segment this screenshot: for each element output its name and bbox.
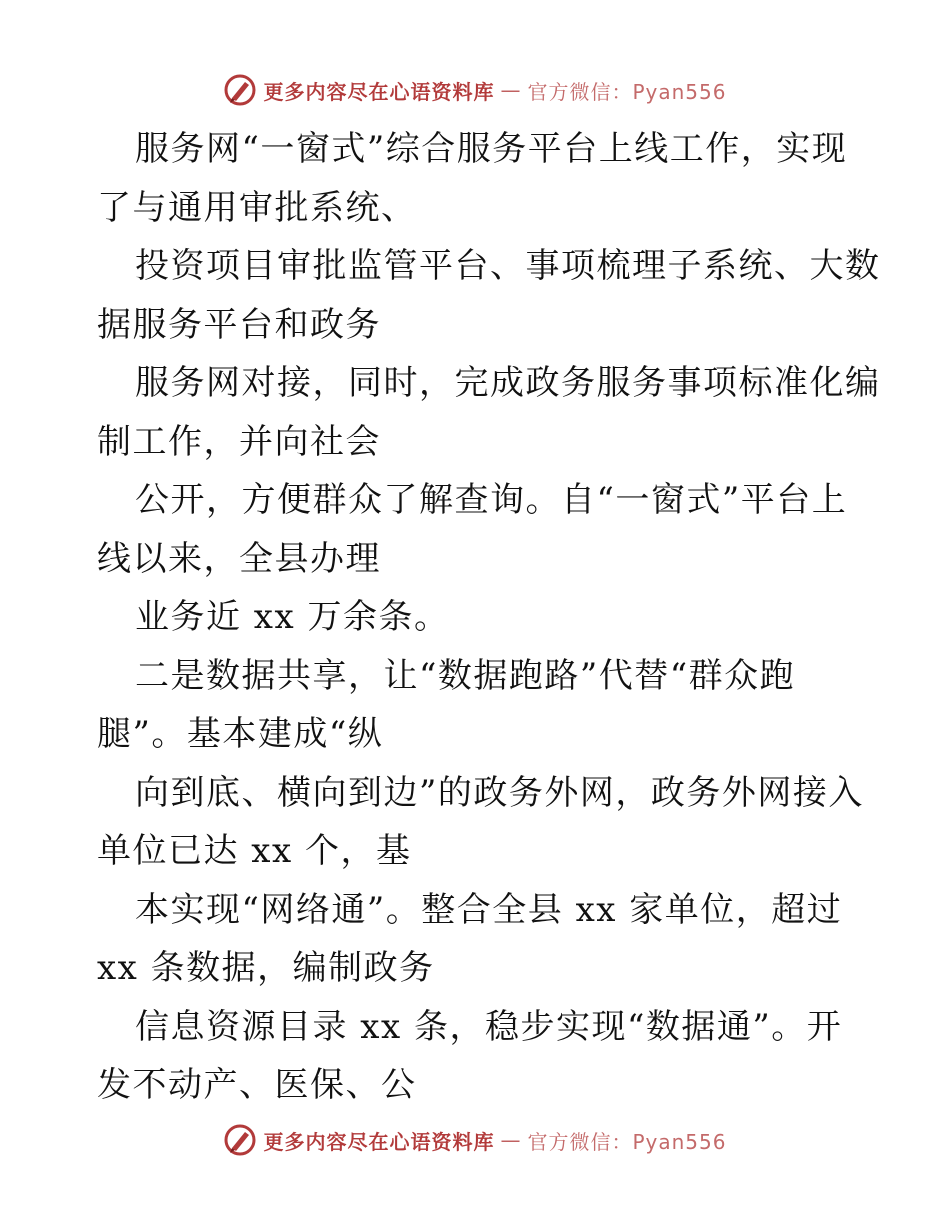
- pen-logo-icon: [223, 73, 257, 107]
- watermark-separator: —: [500, 78, 522, 102]
- body-line: 业务近 xx 万余条。: [135, 597, 450, 637]
- body-line: 二是数据共享，让“数据跑路”代替“群众跑: [135, 655, 796, 696]
- footer-watermark: [0, 1120, 950, 1160]
- body-line: 投资项目审批监管平台、事项梳理子系统、大数: [135, 246, 881, 286]
- body-line: 了与通用审批系统、: [97, 187, 417, 228]
- watermark-brand: 更多内容尽在心语资料库: [263, 79, 495, 104]
- body-line: xx 条数据，编制政务: [97, 948, 435, 988]
- body-line: 线以来，全县办理: [97, 538, 381, 579]
- watermark-contact: 官方微信：Pyan556: [527, 79, 727, 104]
- body-line: 单位已达 xx 个，基: [97, 831, 412, 871]
- body-line: 公开，方便群众了解查询。自“一窗式”平台上: [135, 480, 848, 520]
- watermark-separator: —: [500, 1128, 522, 1152]
- watermark-contact: 官方微信：Pyan556: [527, 1129, 727, 1154]
- body-line: 腿”。基本建成“纵: [97, 714, 384, 754]
- body-line: 据服务平台和政务: [97, 304, 381, 345]
- body-line: 本实现“网络通”。整合全县 xx 家单位，超过: [135, 889, 843, 930]
- pen-logo-icon: [223, 1123, 257, 1157]
- body-line: 服务网“一窗式”综合服务平台上线工作，实现: [135, 129, 848, 169]
- header-watermark: [0, 70, 950, 110]
- document-body: [97, 120, 881, 1115]
- body-line: 制工作，并向社会: [97, 421, 381, 462]
- body-line: 发不动产、医保、公: [97, 1065, 417, 1105]
- watermark-brand: 更多内容尽在心语资料库: [263, 1129, 495, 1154]
- body-line: 向到底、横向到边”的政务外网，政务外网接入: [135, 772, 864, 813]
- body-line: 信息资源目录 xx 条，稳步实现“数据通”。开: [135, 1006, 843, 1047]
- body-line: 服务网对接，同时，完成政务服务事项标准化编: [135, 363, 881, 403]
